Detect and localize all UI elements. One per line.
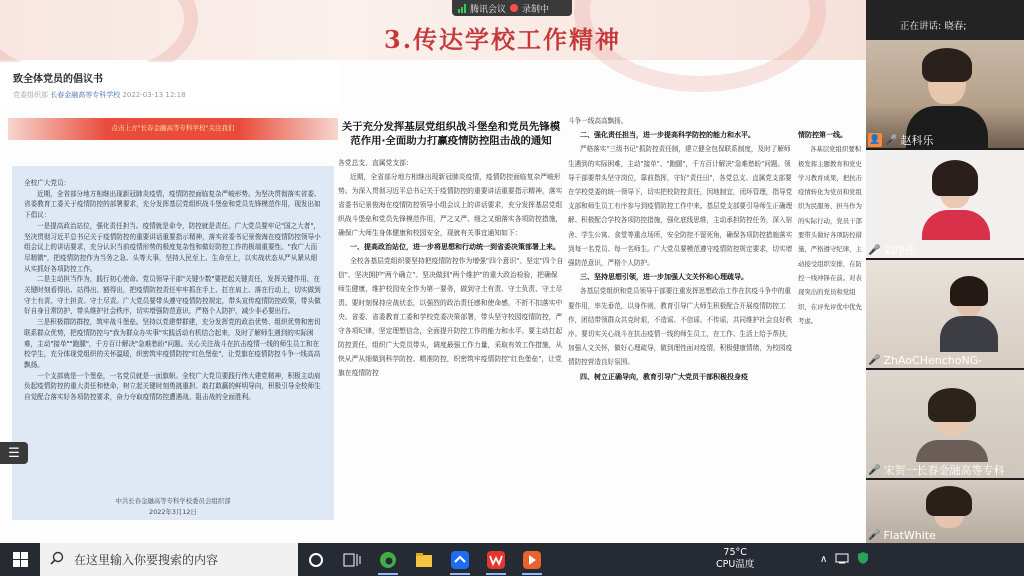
task-view-icon[interactable] (334, 543, 370, 576)
windows-start-icon[interactable] (0, 543, 40, 576)
letter-signature-org: 中共长春金融高等专科学校委员会组织部 (115, 497, 231, 505)
meeting-status-bar[interactable] (452, 0, 572, 16)
participant-tile[interactable] (866, 480, 1024, 543)
tencent-meeting-icon[interactable] (442, 543, 478, 576)
participant-name-bar (866, 242, 1024, 258)
slide-title: 3.传达学校工作精神 (384, 25, 622, 54)
notice-document (338, 112, 564, 496)
recording-icon (510, 4, 518, 12)
show-hidden-icons-icon[interactable]: ∧ (820, 554, 828, 565)
participant-name: 赵科乐 (900, 134, 934, 147)
participant-tile[interactable] (866, 370, 1024, 478)
security-icon[interactable] (857, 551, 869, 568)
search-icon (50, 551, 64, 568)
notice-paragraph: 近期，全省部分地方相继出现新冠肺炎疫情，疫情防控面临复杂严峻形势。为深入贯彻习近平总书记关于疫情防控的重要讲话重要指示精神，落实省委书记景俊海在疫情防控领导小组会议上的讲话要求，充分发挥基层党组织战斗堡垒和党员先锋模范作用，严之又严、细之又细落实各项防控措施，确保广大师生身体健康和校园安全，现就有关事宜通知如下： (338, 173, 563, 237)
participant-name-bar (866, 352, 1024, 368)
notice-heading: 情防控第一线。 (798, 131, 847, 139)
microphone-icon: 🎤 (868, 354, 881, 366)
taskbar (0, 543, 1024, 576)
search-placeholder: 在这里输入你要搜索的内容 (74, 553, 219, 567)
cpu-temperature-widget[interactable] (716, 547, 754, 571)
list-icon[interactable]: ☰ (0, 442, 28, 464)
notice-heading: 四、树立正确导向，教育引导广大党员干部积极投身疫 (580, 372, 748, 381)
letter-greeting: 全校广大党员： (24, 179, 71, 187)
cpu-temperature-label: CPU温度 (716, 559, 755, 570)
participant-name: ZhAoCHenchoNG- (883, 353, 983, 367)
follow-banner-text: 点击上方"长春金融高等专科学校"关注我们 (111, 124, 235, 132)
recording-label: 录制中 (522, 4, 550, 15)
notice-greeting: 各党总支、直属党支部： (338, 159, 413, 167)
proposal-letter (12, 166, 334, 520)
microphone-icon: 🎤 (868, 529, 881, 541)
notice-heading: 一、提高政治站位，进一步将思想和行动统一到省委决策部署上来。 (350, 243, 560, 251)
participant-body (922, 210, 990, 240)
notice-heading: 三、坚持思想引领，进一步加强人文关怀和心理疏导。 (580, 273, 748, 282)
follow-banner (8, 118, 338, 140)
participant-hair (922, 48, 972, 82)
letter-paragraph: 三是积极群防群控，筑牢战斗堡垒。坚持以党建带群建，充分发挥党的政治优势、组织优势和密切联系群众优势，把疫情防控与"我为群众办实事"实践活动有机结合起来，及时了解师生遇到的实际困难，主动"接单""跑腿"，千方百计解决"急难愁盼"问题。关心关注战斗在抗击疫情一线的师生员工和在校学生，充分体现党组织的关怀温暖，织密筑牢疫情防控"红色堡垒"，让党旗在疫情防控斗争一线高高飘扬。 (24, 318, 321, 369)
notice-paragraph: 各基层党组织要积极发挥主题教育和党史学习教育成果，把抗击疫情转化为党员和党组织为民服务、担当作为的实际行动，党员干部要带头做好各项防控措施，严格遵守纪律，主动接受组织安排，在防控一线冲锋在前。对表现突出的党员和党组织，在评先评优中优先考虑。 (798, 145, 862, 325)
letter-signature (12, 496, 334, 518)
notice-line: 斗争一线高高飘扬。 (568, 117, 628, 125)
letter-paragraph: 二是主动担当作为，践行初心使命。党员领导干部"关键少数"要把起关键责任，发挥关键作用，在关键时刻看得出、站得出、豁得出，把疫情防控责任牢牢抓在手上、扛在肩上、落在行动上，切实做到守土有责、守土担责、守土尽责。广大党员要带头遵守疫情防控规定，带头宣传疫情防控政策，带头做好自身日常防护，带头维护社会秩序，切实增强防范意识，严格个人防护，减少非必要出行。 (24, 275, 321, 316)
letter-paragraph: 近期，全省部分地方相继出现新冠肺炎疫情，疫情防控面临复杂严峻形势。为坚决贯彻落实省委、省委教育工委关于疫情防控的部署要求，充分发挥基层党组织战斗堡垒和党员先锋模范作用，现发出如下倡议： (24, 189, 321, 220)
participant-name: 宋贺一长春金融高等专科 (883, 464, 1005, 477)
participant-body (916, 440, 988, 462)
microphone-icon: 🎤 (868, 244, 881, 256)
panel-header (866, 0, 1024, 40)
article-meta (13, 90, 186, 100)
article-time: 2022-03-13 12:18 (122, 91, 186, 99)
notice-paragraph: 全校各基层党组织要坚持把疫情防控作为增强"四个意识"、坚定"四个自信"、坚决拥护"两个确立"、坚决做到"两个维护"的重大政治检验，把确保师生健康、维护校园安全作为第一要务，做到守土有责、守土负责、守土尽责。要时刻保持应战状态，以强烈的政治责任感和使命感，不折不扣落实中央、省委、省委教育工委和学校党委决策部署，带头坚守校园疫情防控，严守各项纪律，坚定理想信念，全面提升防控工作的能力和水平。要主动扛起防控责任，组织广大党员带头，调度最强工作力量，采取有效工作措施，从快从严从细做到科学防控、精准防控，织密筑牢疫情防控"红色堡垒"，让党旗在疫情防控 (338, 257, 564, 377)
participant-name: 刘净彤 (883, 244, 917, 257)
network-icon[interactable] (835, 552, 849, 567)
cortana-icon[interactable] (298, 543, 334, 576)
system-tray (820, 543, 869, 576)
edge-icon[interactable] (370, 543, 406, 576)
participant-tile[interactable] (866, 150, 1024, 258)
meeting-app-name: 腾讯会议 (470, 4, 507, 15)
participant-tile[interactable] (866, 40, 1024, 148)
participant-panel (866, 0, 1024, 543)
host-icon: 👤 (869, 135, 881, 145)
wps-icon[interactable] (478, 543, 514, 576)
notice-paragraph: 各基层党组织和党员领导干部要注重发挥思想政治工作在抗疫斗争中的重要作用，率先垂范，以身作则，教育引导广大师生积极配合开展疫情防控工作，团结带领群众共克时艰，不造谣、不信谣、不传谣，共同维护社会良好秩序。要切实关心战斗在抗击疫情一线的师生员工，在工作、生活上给予帮扶，加强人文关怀，做好心理疏导，做到理性面对疫情，积极健康情绪，为校园疫情防控营造良好氛围。 (568, 287, 793, 367)
taskbar-search-input[interactable] (40, 543, 298, 576)
signal-icon (458, 4, 466, 13)
presentation-icon[interactable] (514, 543, 550, 576)
file-explorer-icon[interactable] (406, 543, 442, 576)
participant-body (940, 316, 998, 352)
article-author: 党委组织部 (13, 91, 48, 99)
article-org: 长春金融高等专科学校 (50, 91, 121, 99)
notice-column-4 (798, 128, 864, 325)
microphone-icon: 🎤 (885, 134, 898, 146)
letter-paragraph: 一是提高政治站位，强化责任担当。疫情就是命令，防控就是责任。广大党员要牢记"国之大者"，坚决贯彻习近平总书记关于疫情防控的重要讲话重要指示精神，落实省委书记景俊海在疫情防控领导小组会议上的讲话要求，充分认识当前疫情形势的极度复杂性和做好防控工作的极端重要性。"我广大而尽精微"，把疫情防控作为当务之急、头等大事，坚持人民至上、生命至上，以实战状态从严从紧从细从实抓好各项防控工作。 (24, 221, 321, 273)
participant-hair (950, 276, 988, 306)
participant-hair (926, 486, 972, 516)
participant-name-bar (866, 132, 1024, 148)
letter-paragraph: 一个支部就是一个堡垒，一名党员就是一面旗帜。全校广大党员要践行伟大建党精神，积极主动肩负起疫情防控的重大责任和使命，树立起关键时刻勇挑重担、敢打敢赢的鲜明导向，积极引导全校师生自觉配合落实好各项防控要求，奋力夺取疫情防控遭遇战、阻击战的全面胜利。 (24, 371, 321, 402)
cpu-temperature-value: 75°C (723, 547, 747, 558)
participant-tile[interactable] (866, 260, 1024, 368)
notice-continued (568, 114, 796, 498)
participant-name: FlatWhite (883, 528, 936, 542)
speaking-indicator: 正在讲话: 晓春; (900, 21, 967, 32)
participant-hair (932, 160, 978, 196)
article-title: 致全体党员的倡议书 (13, 74, 103, 85)
participant-name-bar (866, 462, 1024, 478)
participant-name-bar (866, 527, 1024, 543)
microphone-icon: 🎤 (868, 464, 881, 476)
notice-heading: 二、强化责任担当，进一步提高科学防控的能力和水平。 (580, 131, 755, 140)
notice-paragraph: 严格落实"三级书记"抓防控责任制，建立健全包保联系制度，及时了解师生遇到的实际困难，主动"接单"、"跑腿"，千方百计解决"急难愁盼"问题。领导干部要带头坚守岗位，靠前指挥，守好"责任田"，各党总支、直属党支部要在学校党委的统一领导下，切实把校防控责任，因地制宜，闭环管理，指导党支部和师生员工有序参与到疫情防控工作中来。基层党支部要引导师生正确理解、积极配合学校各项防控措施，强化底线思维，主动承担防控任务，深入宿舍、学生公寓、食堂等重点场所，安全防控不留死角，确保各项防控措施落实到每一名党员、每一名师生。广大党员要模范遵守疫情防控规定要求，切实增强防范意识，严格个人防护。 (568, 145, 793, 268)
participant-hair (928, 388, 976, 422)
notice-title: 关于充分发挥基层党组织战斗堡垒和党员先锋模范作用·全面助力打赢疫情防控阻击战的通知 (341, 121, 561, 147)
letter-date: 2022年3月12日 (149, 508, 197, 516)
